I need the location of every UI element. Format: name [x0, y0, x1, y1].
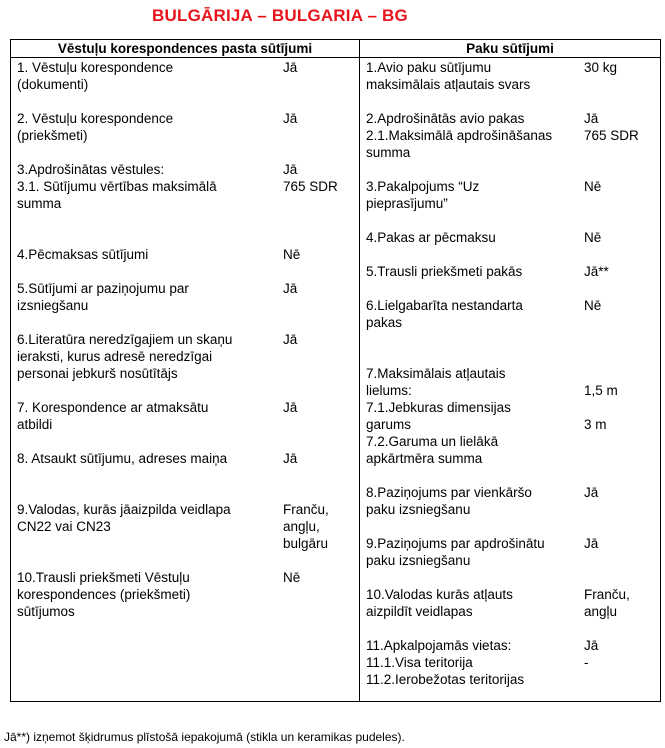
value-line: Jā	[283, 162, 298, 177]
value-line: Jā	[283, 451, 298, 466]
label-line: paku izsniegšanu	[366, 502, 471, 517]
parcels-row-7-value	[584, 365, 618, 433]
parcels-row-8-value	[584, 484, 598, 501]
letter-mail-row-9-label	[17, 501, 231, 535]
label-line: 3.Pakalpojums “Uz	[366, 179, 480, 194]
value-line: bulgāru	[283, 536, 329, 551]
label-line: 8. Atsaukt sūtījumu, adreses maiņa	[17, 451, 228, 466]
label-line: 5.Trausli priekšmeti pakās	[366, 264, 523, 279]
value-line: 3 m	[584, 417, 607, 432]
label-line: 9.Paziņojums par apdrošinātu	[366, 536, 545, 551]
label-line: (dokumenti)	[17, 77, 89, 92]
value-line: 765 SDR	[283, 179, 338, 194]
parcels-row-6-value	[584, 297, 601, 314]
value-line: Jā	[584, 536, 599, 551]
label-line: 6.Lielgabarīta nestandarta	[366, 298, 523, 313]
label-line: summa	[366, 145, 411, 160]
letter-mail-row-7-value	[283, 399, 297, 416]
parcels-row-5-value	[584, 263, 609, 280]
label-line: 7.1.Jebkuras dimensijas	[366, 400, 511, 415]
header-parcels: Paku sūtījumi	[466, 41, 554, 56]
column-divider	[359, 40, 360, 701]
value-line: Jā	[584, 638, 599, 653]
parcels-row-4-value	[584, 229, 601, 246]
label-line: 7.Maksimālais atļautais	[366, 366, 506, 381]
letter-mail-row-6-value	[283, 331, 297, 348]
label-line: garums	[366, 417, 412, 432]
label-line: pieprasījumu”	[366, 196, 448, 211]
value-line: Jā	[283, 60, 298, 75]
label-line: 8.Paziņojums par vienkāršo	[366, 485, 532, 500]
label-line: 1.Avio paku sūtījumu	[366, 60, 492, 75]
letter-mail-row-5-value	[283, 280, 297, 297]
value-line: Nē	[584, 230, 602, 245]
letter-mail-row-3-label	[17, 161, 217, 212]
value-line: Nē	[283, 247, 301, 262]
parcels-row-5-label	[366, 263, 522, 280]
value-line: angļu	[584, 604, 618, 619]
label-line: 1. Vēstuļu korespondence	[17, 60, 174, 75]
value-line: Jā	[584, 111, 599, 126]
label-line: maksimālais atļautais svars	[366, 77, 531, 92]
label-line: 7. Korespondence ar atmaksātu	[17, 400, 209, 415]
parcels-row-9-value	[584, 535, 598, 552]
header-letter-mail: Vēstuļu korespondences pasta sūtījumi	[57, 41, 313, 56]
label-line: CN22 vai CN23	[17, 519, 111, 534]
letter-mail-row-6-label	[17, 331, 232, 382]
parcels-row-7-label	[366, 365, 511, 467]
label-line: lielums:	[366, 383, 412, 398]
value-line: Jā**	[584, 264, 609, 279]
label-line: apkārtmēra summa	[366, 451, 483, 466]
label-line: pakas	[366, 315, 403, 330]
parcels-row-3-label	[366, 178, 479, 212]
parcels-row-1-label	[366, 59, 530, 93]
value-line: Jā	[283, 111, 298, 126]
label-line: 4.Pēcmaksas sūtījumi	[17, 247, 149, 262]
label-line: 2.Apdrošinātās avio pakas	[366, 111, 525, 126]
label-line: 10.Trausli priekšmeti Vēstuļu	[17, 570, 190, 585]
value-line: Nē	[283, 570, 301, 585]
parcels-row-11-value	[584, 637, 598, 671]
letter-mail-row-10-label	[17, 569, 190, 620]
value-line: Jā	[283, 281, 298, 296]
label-line: 9.Valodas, kurās jāaizpilda veidlapa	[17, 502, 231, 517]
label-line: 2.1.Maksimālā apdrošināšanas	[366, 128, 553, 143]
parcels-row-10-value	[584, 586, 630, 620]
value-line: 30 kg	[584, 60, 618, 75]
letter-mail-row-8-value	[283, 450, 297, 467]
letter-mail-row-4-value	[283, 246, 300, 263]
label-line: atbildi	[17, 417, 53, 432]
value-line: Jā	[283, 400, 298, 415]
label-line: 11.1.Visa teritorija	[366, 655, 473, 670]
letter-mail-row-9-value	[283, 501, 329, 552]
letter-mail-row-1-label	[17, 59, 173, 93]
label-line: 3.1. Sūtījumu vērtības maksimālā	[17, 179, 217, 194]
letter-mail-row-2-value	[283, 110, 297, 127]
letter-mail-row-3-value	[283, 161, 338, 195]
label-line: 11.2.Ierobežotas teritorijas	[366, 672, 525, 687]
label-line: 2. Vēstuļu korespondence	[17, 111, 174, 126]
value-line: -	[584, 655, 589, 670]
value-line: Jā	[283, 332, 298, 347]
label-line: 7.2.Garuma un lielākā	[366, 434, 499, 449]
label-line: korespondences (priekšmeti)	[17, 587, 191, 602]
label-line: izsniegšanu	[17, 298, 89, 313]
parcels-row-9-label	[366, 535, 545, 569]
parcels-row-11-label	[366, 637, 524, 688]
label-line: (priekšmeti)	[17, 128, 88, 143]
letter-mail-row-7-label	[17, 399, 208, 433]
label-line: 3.Apdrošinātas vēstules:	[17, 162, 165, 177]
value-line: 1,5 m	[584, 383, 618, 398]
parcels-row-10-label	[366, 586, 513, 620]
value-line	[584, 399, 618, 416]
footnote: Jā**) izņemot šķidrumus plīstošā iepakojumā (stikla un keramikas pudeles).	[4, 730, 405, 744]
parcels-row-8-label	[366, 484, 532, 518]
letter-mail-row-10-value	[283, 569, 300, 586]
label-line: personai jebkurš nosūtītājs	[17, 366, 178, 381]
label-line: ieraksti, kurus adresē neredzīgai	[17, 349, 213, 364]
page-title: BULGĀRIJA – BULGARIA – BG	[152, 6, 408, 25]
label-line: 6.Literatūra neredzīgajiem un skaņu	[17, 332, 233, 347]
letter-mail-row-2-label	[17, 110, 173, 144]
header-divider	[10, 57, 661, 58]
value-line: 765 SDR	[584, 128, 639, 143]
parcels-row-2-label	[366, 110, 552, 161]
value-line	[584, 365, 618, 382]
value-line: Nē	[584, 298, 602, 313]
value-line: Franču,	[584, 587, 630, 602]
label-line: aizpildīt veidlapas	[366, 604, 473, 619]
letter-mail-row-8-label	[17, 450, 227, 467]
value-line: Franču,	[283, 502, 329, 517]
letter-mail-row-5-label	[17, 280, 189, 314]
label-line: summa	[17, 196, 62, 211]
parcels-row-4-label	[366, 229, 496, 246]
value-line: angļu,	[283, 519, 320, 534]
label-line: paku izsniegšanu	[366, 553, 471, 568]
parcels-row-6-label	[366, 297, 523, 331]
value-line: Jā	[584, 485, 599, 500]
label-line: 4.Pakas ar pēcmaksu	[366, 230, 496, 245]
label-line: 11.Apkalpojamās vietas:	[366, 638, 512, 653]
parcels-row-1-value	[584, 59, 617, 76]
letter-mail-row-1-value	[283, 59, 297, 76]
label-line: 10.Valodas kurās atļauts	[366, 587, 513, 602]
label-line: 5.Sūtījumi ar paziņojumu par	[17, 281, 189, 296]
value-line: Nē	[584, 179, 602, 194]
parcels-row-2-value	[584, 110, 639, 144]
letter-mail-row-4-label	[17, 246, 148, 263]
label-line: sūtījumos	[17, 604, 75, 619]
parcels-row-3-value	[584, 178, 601, 195]
